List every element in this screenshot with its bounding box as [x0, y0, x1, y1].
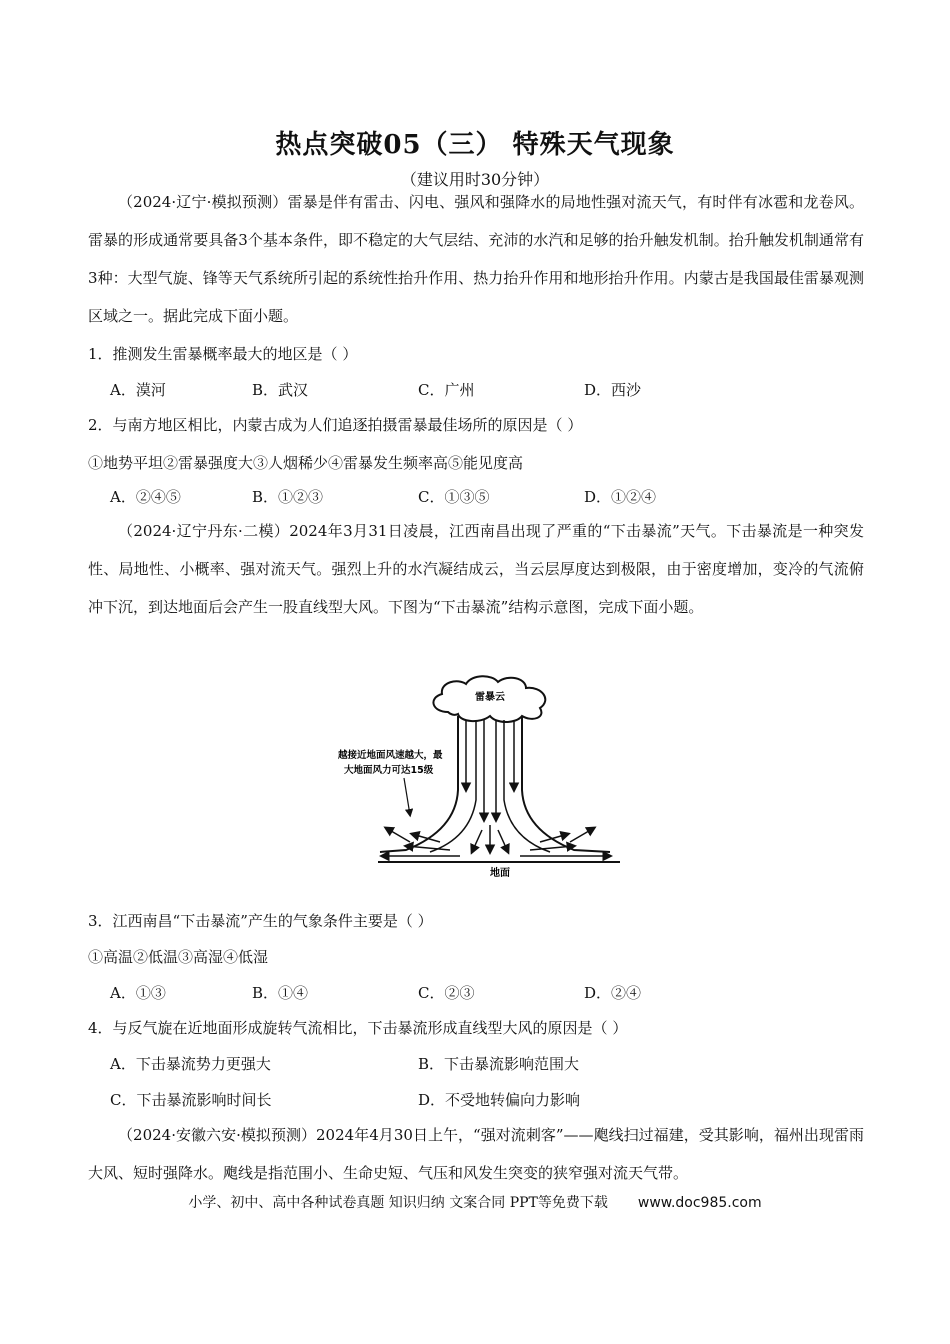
passage-3: （2024·安徽六安·模拟预测）2024年4月30日上午，“强对流刺客”——飑线扫过福建，受其影响，福州出现雷雨大风、短时强降水。飑线是指范围小、生命史短、气压和风发生突变的狭窄强对流天气带。	[88, 1126, 864, 1182]
footer-url[interactable]: www.doc985.com	[637, 1195, 762, 1211]
passage-2: （2024·辽宁丹东·二模）2024年3月31日凌晨，江西南昌出现了严重的“下击暴流”天气。下击暴流是一种突发性、局地性、小概率、强对流天气。强烈上升的水汽凝结成云，当云层厚度达到极限，由于密度增加，变冷的气流俯冲下沉，到达地面后会产生一股直线型大风。下图为“下击暴流”结构示意图，完成下面小题。	[88, 522, 864, 616]
outflow-arrow-left	[386, 828, 410, 842]
question-4-option-b: B．下击暴流影响范围大	[418, 1055, 580, 1073]
outflow-arrow-right	[570, 828, 594, 842]
question-3-option-b: B．①④	[252, 984, 309, 1002]
question-2-option-b: B．①②③	[252, 488, 324, 506]
passage-1: （2024·辽宁·模拟预测）雷暴是伴有雷击、闪电、强风和强降水的局地性强对流天气，有时伴有冰雹和龙卷风。雷暴的形成通常要具备3个基本条件，即不稳定的大气层结、充沛的水汽和足够的抬升触发机制。抬升触发机制通常有3种：大型气旋、锋等天气系统所引起的系统性抬升作用、热力抬升作用和地形抬升作用。内蒙古是我国最佳雷暴观测区域之一。据此完成下面小题。	[88, 193, 864, 325]
cloud-label: 雷暴云	[475, 692, 505, 703]
question-4-option-a: A．下击暴流势力更强大	[110, 1055, 271, 1073]
question-3-option-d: D．②④	[584, 984, 642, 1002]
question-1-option-a: A．漠河	[110, 381, 166, 399]
question-1-stem: 1．推测发生雷暴概率最大的地区是（ ）	[88, 345, 358, 363]
question-2-stem: 2．与南方地区相比，内蒙古成为人们追逐拍摄雷暴最佳场所的原因是（ ）	[88, 416, 583, 434]
down-arrow	[472, 830, 482, 852]
question-2-option-d: D．①②④	[584, 488, 657, 506]
question-3-option-c: C．②③	[418, 984, 475, 1002]
annotation-line-1: 越接近地面风速越大，最	[338, 750, 443, 761]
downdraft-right-edge	[522, 716, 610, 852]
question-3-stem: 3．江西南昌“下击暴流”产生的气象条件主要是（ ）	[88, 912, 433, 930]
question-4-option-c: C．下击暴流影响时间长	[110, 1091, 272, 1109]
page-subtitle: （建议用时30分钟）	[400, 170, 550, 189]
question-1-option-b: B．武汉	[252, 381, 309, 399]
question-4-option-d: D．不受地转偏向力影响	[418, 1091, 581, 1109]
down-arrow	[498, 830, 508, 852]
downburst-diagram	[320, 670, 640, 880]
question-3-option-a: A．①③	[110, 984, 166, 1002]
question-3-items: ①高温②低温③高湿④低湿	[88, 948, 269, 966]
question-2-items: ①地势平坦②雷暴强度大③人烟稀少④雷暴发生频率高⑤能见度高	[88, 454, 524, 472]
question-1-option-d: D．西沙	[584, 381, 642, 399]
question-4-stem: 4．与反气旋在近地面形成旋转气流相比，下击暴流形成直线型大风的原因是（ ）	[88, 1019, 628, 1037]
footer-text: 小学、初中、高中各种试卷真题 知识归纳 文案合同 PPT等免费下载	[188, 1195, 608, 1211]
annotation-line-2: 大地面风力可达15级	[344, 765, 434, 776]
annotation-pointer	[404, 778, 410, 815]
question-2-option-a: A．②④⑤	[110, 488, 181, 506]
page-footer	[0, 1192, 950, 1212]
question-2-option-c: C．①③⑤	[418, 488, 490, 506]
ground-label: 地面	[490, 868, 510, 879]
page-title: 热点突破05（三） 特殊天气现象	[275, 130, 675, 160]
question-1-option-c: C．广州	[418, 381, 475, 399]
